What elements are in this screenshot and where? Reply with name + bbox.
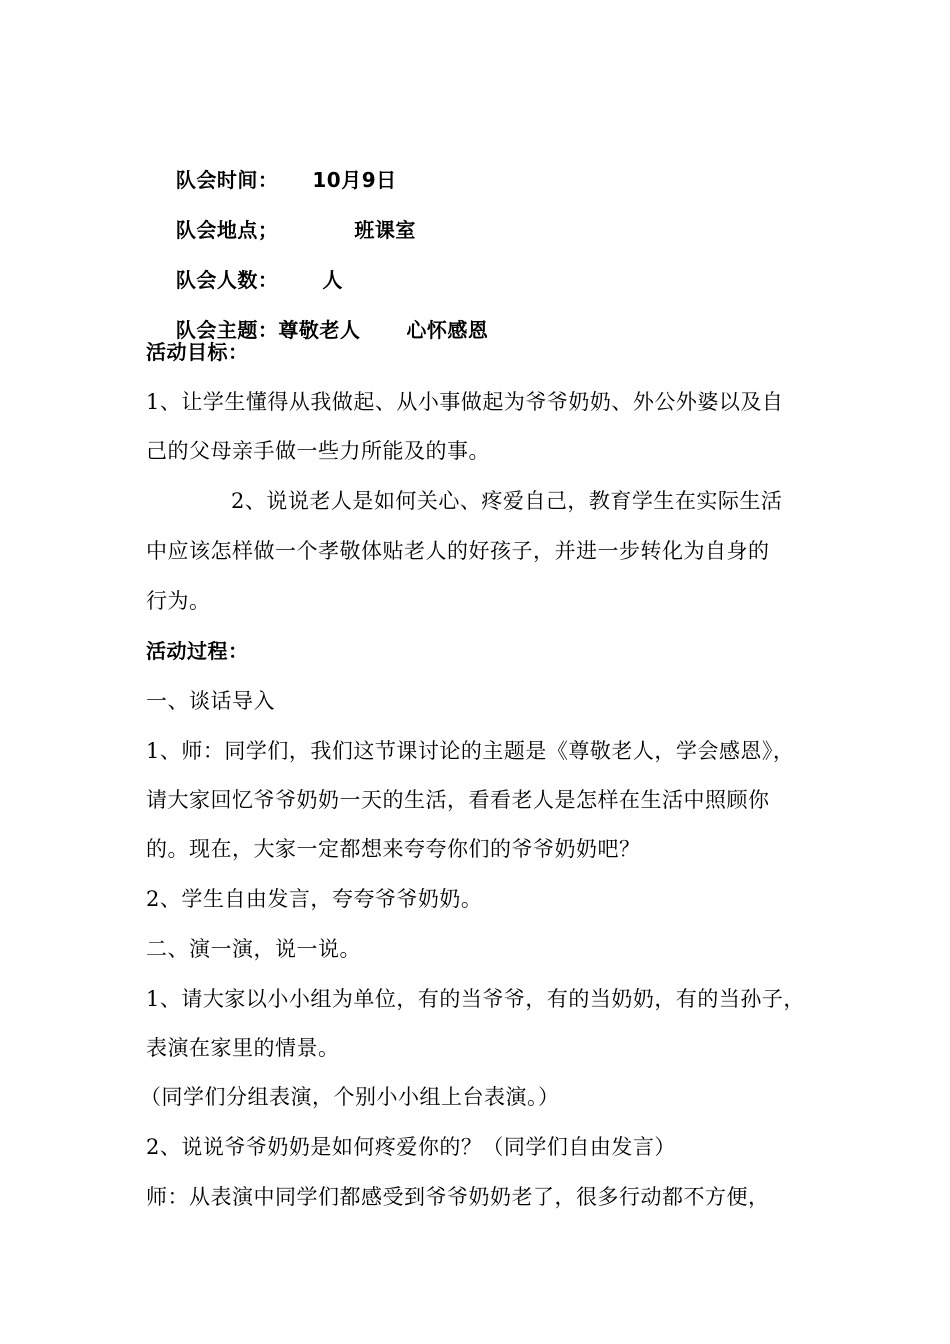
meeting-theme-value-1: 尊敬老人 bbox=[278, 318, 361, 342]
meeting-theme-label: 队会主题： bbox=[175, 318, 279, 342]
section-2-note: （同学们分组表演，个别小小组上台表演。） bbox=[140, 1085, 560, 1109]
section-1-item-1-line-2: 请大家回忆爷爷奶奶一天的生活，看看老人是怎样在生活中照顾你 bbox=[146, 788, 770, 812]
goals-heading: 活动目标： bbox=[146, 340, 249, 364]
goal-2-line-1: 2、说说老人是如何关心、疼爱自己，教育学生在实际生活 bbox=[231, 489, 783, 513]
section-2-item-1-line-1: 1、请大家以小小组为单位，有的当爷爷，有的当奶奶，有的当孙子， bbox=[146, 987, 805, 1011]
section-2-teacher-line: 师：从表演中同学们都感受到爷爷奶奶老了，很多行动都不方便， bbox=[146, 1185, 770, 1209]
section-2-title: 二、演一演，说一说。 bbox=[146, 937, 361, 961]
meeting-place-value: 班课室 bbox=[354, 218, 416, 242]
section-1-title: 一、谈话导入 bbox=[146, 689, 275, 713]
goal-1-line-2: 己的父母亲手做一些力所能及的事。 bbox=[146, 439, 490, 463]
goal-2-line-3: 行为。 bbox=[146, 589, 211, 613]
goal-2-line-2: 中应该怎样做一个孝敬体贴老人的好孩子，并进一步转化为自身的 bbox=[146, 539, 770, 563]
section-2-item-2: 2、说说爷爷奶奶是如何疼爱你的？（同学们自由发言） bbox=[146, 1135, 676, 1159]
section-2-item-1-line-2: 表演在家里的情景。 bbox=[146, 1036, 340, 1060]
goal-1-line-1: 1、让学生懂得从我做起、从小事做起为爷爷奶奶、外公外婆以及自 bbox=[146, 390, 784, 414]
meeting-count-value: 人 bbox=[322, 268, 343, 292]
meeting-place-label: 队会地点； bbox=[175, 218, 279, 242]
section-1-item-1-line-1: 1、师：同学们，我们这节课讨论的主题是《尊敬老人，学会感恩》， bbox=[146, 739, 795, 763]
meeting-time-value: 10月9日 bbox=[312, 168, 397, 192]
section-1-item-2: 2、学生自由发言，夸夸爷爷奶奶。 bbox=[146, 887, 483, 911]
meeting-theme-value-2: 心怀感恩 bbox=[406, 318, 489, 342]
process-heading: 活动过程： bbox=[146, 639, 249, 663]
section-1-item-1-line-3: 的。现在，大家一定都想来夸夸你们的爷爷奶奶吧？ bbox=[146, 837, 641, 861]
meeting-count-label: 队会人数： bbox=[175, 268, 279, 292]
meeting-time-label: 队会时间： bbox=[175, 168, 279, 192]
